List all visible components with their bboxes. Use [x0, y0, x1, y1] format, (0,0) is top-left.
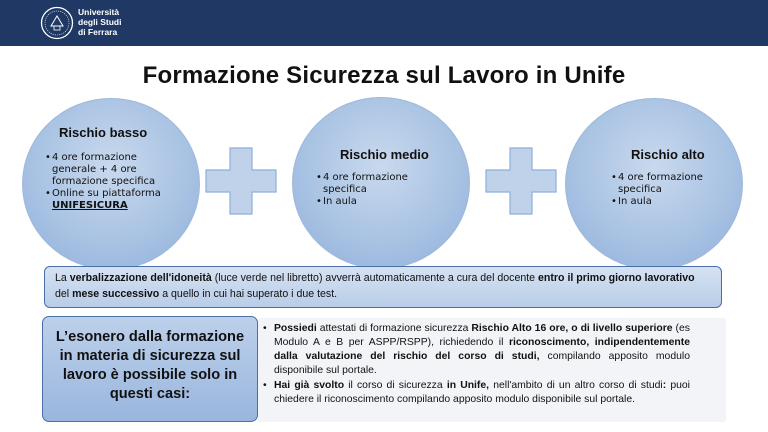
- verbalization-banner: [44, 266, 722, 308]
- exemption-heading: L’esonero dalla formazione in materia di sicurezza sul lavoro è possibile solo in questi casi:: [55, 329, 245, 402]
- item-text: il corso di sicurezza: [344, 380, 447, 391]
- list-item: [45, 188, 180, 212]
- banner-text: (luce verde nel libretto) avverrà automaticamente a cura del docente: [211, 272, 539, 284]
- banner-bold-text: verbalizzazione dell'idoneità: [69, 272, 212, 284]
- plus-icon: [485, 147, 557, 215]
- university-seal-logo: [40, 6, 74, 40]
- logo-line: degli Studi: [78, 17, 122, 27]
- risk-low-title: Rischio basso: [59, 125, 148, 140]
- logo-line: di Ferrara: [78, 27, 118, 37]
- item-text: nell'ambito di un altro corso di studi: [489, 380, 663, 391]
- item-bold-text: riconoscimento, indipendentemente dalla valutazione del rischio del corso di studi,: [274, 337, 691, 362]
- university-name: [78, 7, 121, 37]
- banner-bold-text: entro il primo giorno lavorativo: [538, 272, 695, 284]
- banner-bold-text: mese successivo: [72, 288, 160, 300]
- item-bold-text: Possiedi: [274, 323, 317, 334]
- page-title: Formazione Sicurezza sul Lavoro in Unife: [142, 62, 626, 89]
- risk-high-bullets: [611, 172, 721, 208]
- risk-low-bullets: [45, 152, 180, 212]
- risk-medium-title: Rischio medio: [340, 147, 429, 162]
- item-bold-text: in Unife,: [446, 380, 490, 391]
- list-item: • 4 ore formazione specifica: [316, 172, 446, 196]
- logo-line: Università: [78, 7, 120, 17]
- item-text: puoi chiedere il riconoscimento compilando apposito modulo disponibile sul portale.: [274, 380, 690, 405]
- list-item: • 4 ore formazione generale + 4 ore formazione specifica: [45, 152, 180, 188]
- item-text: (es Modulo A e B per ASPP/RSPP), richiedendo il: [274, 323, 690, 348]
- item-bold-text: :: [662, 380, 667, 391]
- list-item: [262, 322, 690, 378]
- exemption-cases-list: [262, 322, 690, 408]
- banner-text: a quello in cui hai superato i due test.: [159, 288, 338, 300]
- plus-icon: [205, 147, 277, 215]
- list-item: • 4 ore formazione specifica: [611, 172, 721, 196]
- item-bold-text: Hai già svolto: [274, 380, 345, 391]
- item-text: attestati di formazione sicurezza: [316, 323, 472, 334]
- item-text: compilando apposito modulo disponibile sul portale.: [274, 351, 690, 376]
- list-item-text: Online su piattaforma: [52, 188, 161, 199]
- risk-medium-bullets: [316, 172, 446, 208]
- list-item: • In aula: [316, 196, 446, 208]
- banner-text: La: [55, 272, 70, 284]
- banner-text: del: [55, 288, 73, 300]
- risk-high-title: Rischio alto: [631, 147, 705, 162]
- platform-name: UNIFESICURA: [52, 200, 128, 211]
- list-item: • In aula: [611, 196, 721, 208]
- item-bold-text: Rischio Alto 16 ore, o di livello superiore: [471, 323, 673, 334]
- list-item: [262, 379, 690, 407]
